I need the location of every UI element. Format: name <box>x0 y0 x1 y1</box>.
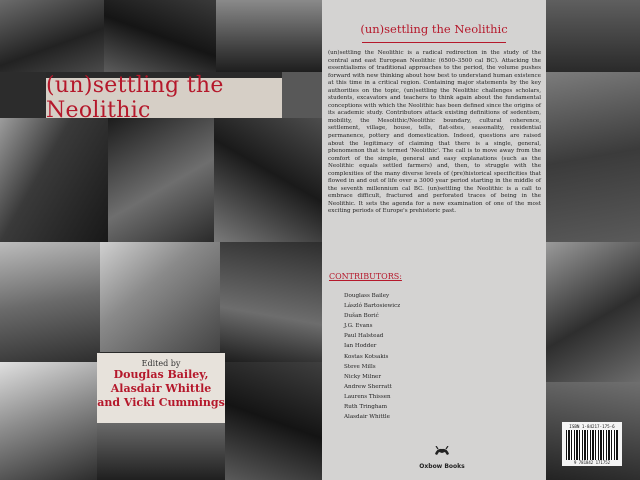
publisher-mark <box>412 442 472 470</box>
photo-tile <box>108 118 214 242</box>
contributor-name: Andrew Sherratt <box>344 383 392 390</box>
photo-tile <box>0 72 46 118</box>
contributor-name: Ian Hodder <box>344 343 377 350</box>
photo-tile <box>97 423 225 480</box>
front-title-band <box>46 73 282 123</box>
edited-by-label: Edited by <box>141 359 181 368</box>
barcode-number: 9 781842 171752 <box>573 460 611 465</box>
photo-tile <box>546 0 640 72</box>
contributors-list <box>344 291 400 422</box>
contributor-name: Ruth Tringham <box>344 404 388 411</box>
photo-tile <box>0 362 97 480</box>
photo-tile <box>214 118 322 242</box>
photo-tile <box>100 242 220 352</box>
editor-name: Alasdair Whittle <box>110 382 212 395</box>
contributor-name: Douglass Bailey <box>344 293 390 299</box>
oxbow-logo-icon <box>433 446 451 457</box>
photo-tile <box>216 0 322 72</box>
contributor-name: Alasdair Whittle <box>344 414 390 421</box>
editor-name: and Vicki Cummings <box>97 396 225 409</box>
barcode-bars <box>566 430 618 460</box>
back-cover-panel <box>322 0 546 480</box>
back-blurb: (un)settling the Neolithic is a radical redirection in the study of the central and east European Neolithic (6500–3500 cal BC). Attacking the essentialisms of traditional approaches to the period, the volume pushes forward with new thinking about how best to understand human existence at this time in a critical region. Containing major statements by the key authorities on the topic, (un)settling the Neolithic challenges scholars, students, excavators and teachers to think again about the fundamental conceptions with which the Neolithic has been defined since the origins of its academic study. Contributors attack existing definitions of sedentism, mobility, the Mesolithic/Neolithic boundary, cultural coherence, settlement, village, house, tells, flat-sites, seasonality, residential permanence, pottery and domestication. Indeed, questions are raised about the legitimacy of claiming that there is a single, general, phenomenon that is termed 'Neolithic'. The call is to move away from the comfort of the simple, general and easy explanations (such as the Neolithic equals settled farmers) and, then, to struggle with the complexities of the many diverse levels of (pre)historical specificities that flowed in and out of life over a 3000 year period starting in the middle of the seventh millennium cal BC. (un)settling the Neolithic is a call to embrace difficult, fractured and perforated traces of being in the Neolithic. It sets the agenda for a new examination of one of the most exciting periods of Europe's prehistoric past. <box>328 50 541 215</box>
contributor-name: Laurens Thissen <box>344 393 391 400</box>
editors-box <box>97 353 225 423</box>
photo-tile <box>0 0 104 72</box>
title-divider <box>362 42 506 43</box>
photo-tile <box>282 72 322 118</box>
contributor-name: Nicky Milner <box>344 373 382 380</box>
back-title: (un)settling the Neolithic <box>360 22 508 36</box>
contributor-name: Dušan Borić <box>344 313 379 320</box>
contributor-name: Paul Halstead <box>344 333 384 340</box>
contributor-name: Steve Mills <box>344 363 376 370</box>
photo-tile <box>0 118 108 242</box>
photo-tile <box>546 72 640 242</box>
editor-name: Douglas Bailey, <box>113 368 209 381</box>
isbn-label: ISBN 1-84217-175-6 <box>569 424 615 429</box>
photo-tile <box>220 242 322 362</box>
front-title: (un)settling the Neolithic <box>46 73 224 123</box>
contributor-name: Kostas Kotsakis <box>344 353 389 360</box>
contributors-heading: CONTRIBUTORS: <box>329 272 402 281</box>
barcode <box>562 422 622 466</box>
photo-tile <box>0 242 100 362</box>
contributor-name: László Bartosiewicz <box>344 303 401 310</box>
photo-tile <box>546 242 640 382</box>
back-photo-strip <box>546 0 640 480</box>
publisher-name: Oxbow Books <box>419 463 465 470</box>
photo-tile <box>225 362 322 480</box>
contributor-name: J.G. Evans <box>344 323 373 330</box>
photo-tile <box>104 0 216 72</box>
